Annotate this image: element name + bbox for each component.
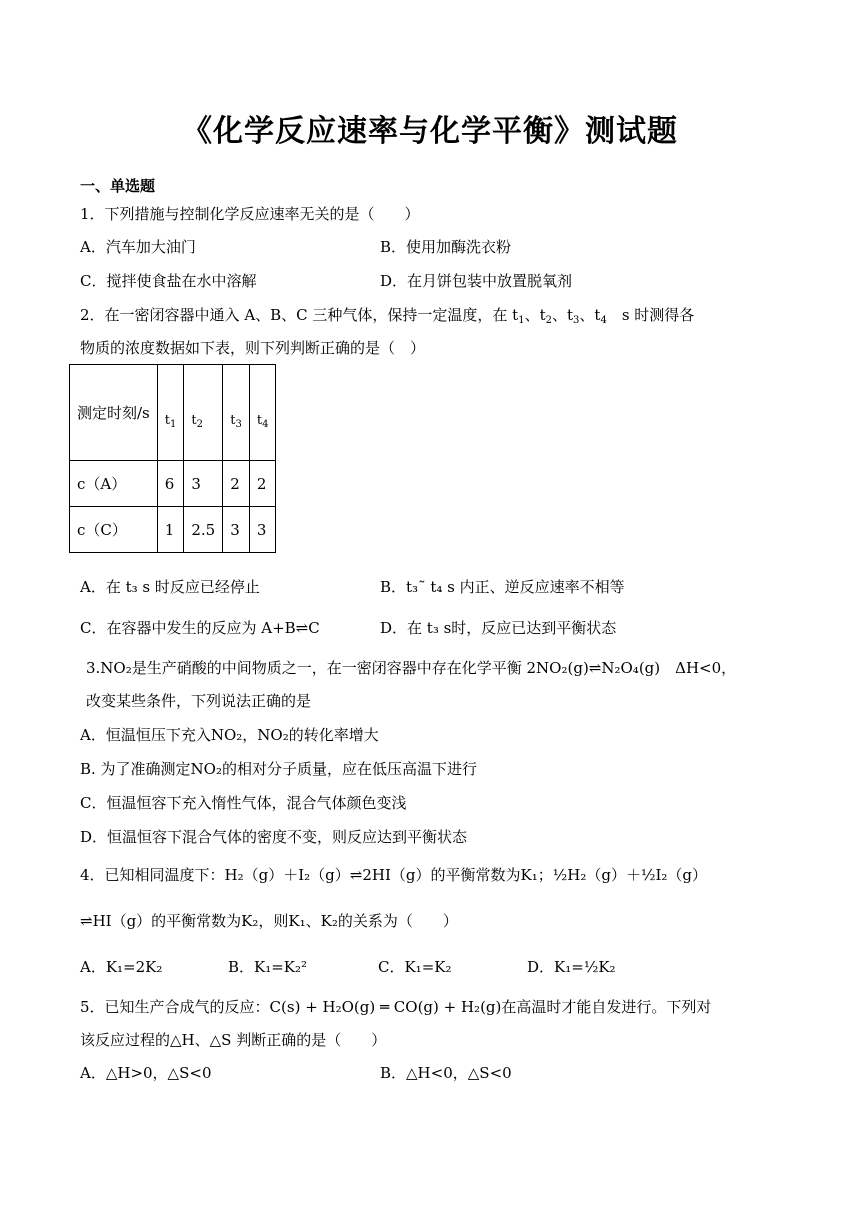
q5-stem-line2: 该反应过程的△H、△S 判断正确的是（ ） (80, 1031, 387, 1049)
table-row (70, 461, 276, 507)
q4-stem-line1: 4．已知相同温度下：H₂（g）＋I₂（g）⇌2HI（g）的平衡常数为K₁；½H₂（g）＋½I₂（g） (80, 866, 708, 884)
q2-stem-line1: 2．在一密闭容器中通入 A、B、C 三种气体，保持一定温度，在 $t_1$、$t_2$、$t_3$、$t_4$ s 时测得各 (80, 306, 695, 326)
q2-option-a: A．在 t₃ s 时反应已经停止 (80, 578, 260, 596)
table-header-cell: $t_3$ (223, 365, 250, 461)
table-cell: 3 (184, 461, 223, 507)
table-header-cell: 测定时刻/s (70, 365, 158, 461)
q5-option-b: B．△H<0，△S<0 (380, 1064, 512, 1082)
q3-stem-line2: 改变某些条件，下列说法正确的是 (86, 692, 312, 710)
table-cell: 3 (249, 507, 276, 553)
q4-option-a: A．K₁=2K₂ (80, 958, 163, 976)
q2-stem-line2: 物质的浓度数据如下表，则下列判断正确的是（ ） (80, 339, 426, 357)
table-cell: 6 (157, 461, 184, 507)
q4-option-c: C．K₁=K₂ (378, 958, 452, 976)
q2-option-d: D．在 t₃ s时，反应已达到平衡状态 (380, 619, 617, 637)
q3-option-d: D．恒温恒容下混合气体的密度不变，则反应达到平衡状态 (80, 828, 468, 846)
q5-stem-line1: 5．已知生产合成气的反应：C(s) + H₂O(g) ═ CO(g) + H₂(g)在高温时才能自发进行。下列对 (80, 998, 712, 1016)
q1-option-d: D．在月饼包装中放置脱氧剂 (380, 272, 573, 290)
q2-option-b: B．t₃˜ t₄ s 内正、逆反应速率不相等 (380, 578, 625, 596)
table-cell: c（C） (70, 507, 158, 553)
q4-option-d: D．K₁=½K₂ (527, 958, 616, 976)
concentration-table (69, 364, 276, 553)
q1-option-a: A．汽车加大油门 (80, 238, 196, 256)
q3-option-b: B. 为了准确测定NO₂的相对分子质量，应在低压高温下进行 (80, 760, 477, 778)
table-cell: 2 (249, 461, 276, 507)
table-header-cell: $t_1$ (157, 365, 184, 461)
q1-option-b: B．使用加酶洗衣粉 (380, 238, 512, 256)
table-cell: 2.5 (184, 507, 223, 553)
table-cell: 3 (223, 507, 250, 553)
table-header-cell: $t_2$ (184, 365, 223, 461)
q4-stem-line2: ⇌HI（g）的平衡常数为K₂，则K₁、K₂的关系为（ ） (80, 912, 458, 930)
section-heading: 一、单选题 (80, 177, 156, 195)
table-cell: c（A） (70, 461, 158, 507)
q3-stem-line1: 3.NO₂是生产硝酸的中间物质之一，在一密闭容器中存在化学平衡 2NO₂(g)⇌N₂O₄(g) ΔH<0， (86, 659, 737, 677)
q1-option-c: C．搅拌使食盐在水中溶解 (80, 272, 257, 290)
table-row (70, 507, 276, 553)
q1-stem: 1．下列措施与控制化学反应速率无关的是（ ） (80, 205, 420, 223)
q2-option-c: C．在容器中发生的反应为 A+B⇌C (80, 619, 320, 637)
page-title: 《化学反应速率与化学平衡》测试题 (182, 114, 678, 149)
table-header-cell: $t_4$ (249, 365, 276, 461)
table-cell: 1 (157, 507, 184, 553)
q3-option-a: A．恒温恒压下充入NO₂，NO₂的转化率增大 (80, 726, 379, 744)
q5-option-a: A．△H>0，△S<0 (80, 1064, 212, 1082)
q3-option-c: C．恒温恒容下充入惰性气体，混合气体颜色变浅 (80, 794, 407, 812)
table-cell: 2 (223, 461, 250, 507)
q4-option-b: B．K₁=K₂² (228, 958, 308, 976)
